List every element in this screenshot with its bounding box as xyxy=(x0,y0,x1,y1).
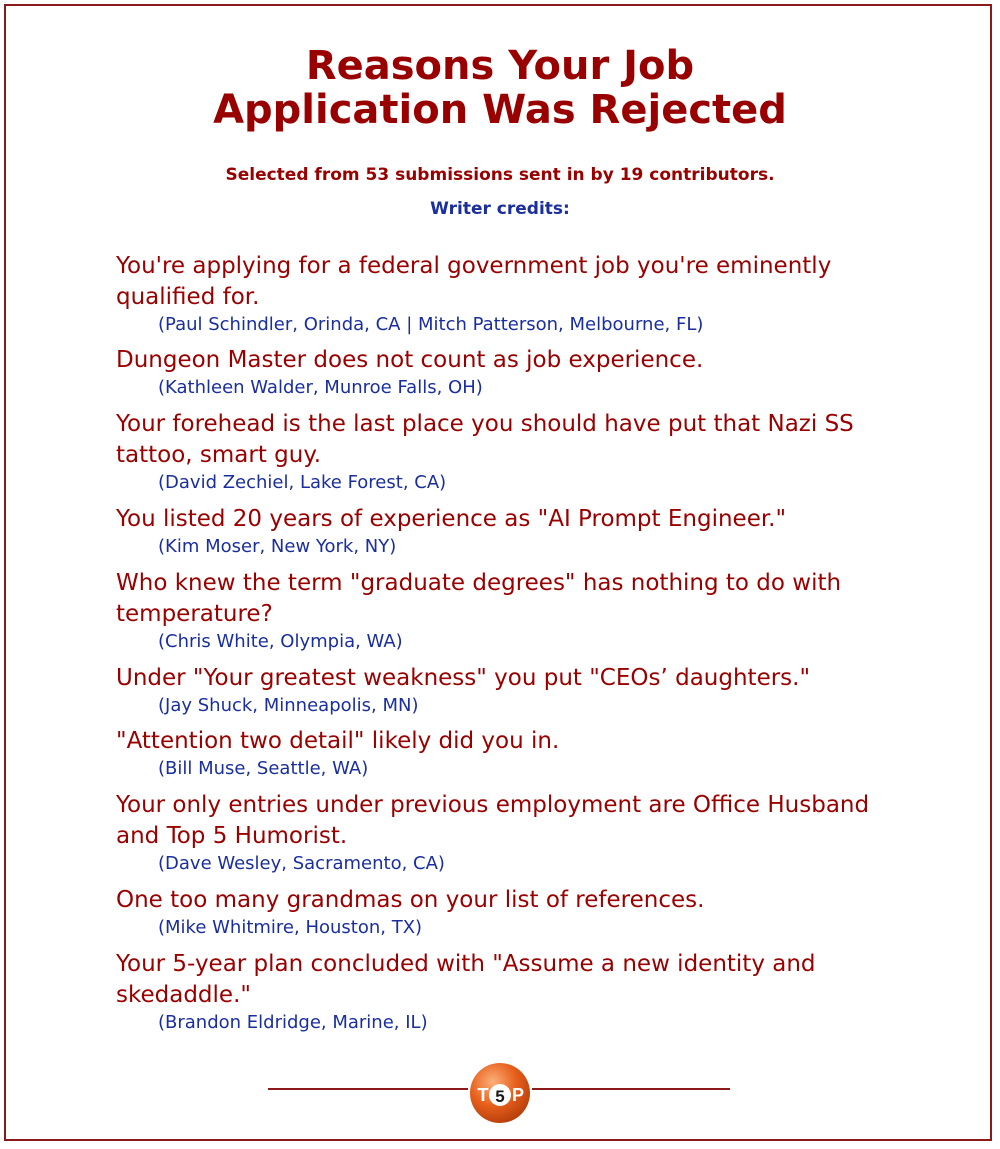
list-item xyxy=(116,504,896,559)
joke-credit: (Bill Muse, Seattle, WA) xyxy=(158,758,369,779)
joke-text: You're applying for a federal government job you're eminently qualified for. xyxy=(116,253,832,310)
joke-credit: (Kathleen Walder, Munroe Falls, OH) xyxy=(158,377,483,398)
list-item xyxy=(116,885,896,940)
joke-text: You listed 20 years of experience as "AI Prompt Engineer." xyxy=(116,506,787,532)
joke-text: Dungeon Master does not count as job experience. xyxy=(116,347,704,373)
top5-logo-icon xyxy=(468,1061,532,1125)
title-line-1: Reasons Your Job xyxy=(305,43,695,89)
joke-credit: (David Zechiel, Lake Forest, CA) xyxy=(158,472,447,493)
joke-text: Who knew the term "graduate degrees" has nothing to do with temperature? xyxy=(116,570,842,627)
joke-text: Under "Your greatest weakness" you put "CEOs’ daughters." xyxy=(116,665,811,691)
submission-summary: Selected from 53 submissions sent in by 19 contributors. xyxy=(225,165,775,185)
list-item xyxy=(116,663,896,718)
list-item xyxy=(116,949,896,1035)
list-item xyxy=(116,251,896,337)
joke-credit: (Mike Whitmire, Houston, TX) xyxy=(158,917,423,938)
joke-text: Your forehead is the last place you should have put that Nazi SS tattoo, smart guy. xyxy=(116,411,854,468)
joke-credit: (Dave Wesley, Sacramento, CA) xyxy=(158,853,445,874)
joke-credit: (Brandon Eldridge, Marine, IL) xyxy=(158,1012,428,1033)
joke-credit: (Jay Shuck, Minneapolis, MN) xyxy=(158,695,419,716)
joke-text: Your 5-year plan concluded with "Assume a new identity and skedaddle." xyxy=(116,951,816,1008)
list-item xyxy=(116,345,896,400)
footer-divider-left xyxy=(268,1088,468,1090)
joke-credit: (Chris White, Olympia, WA) xyxy=(158,631,403,652)
list-item xyxy=(116,568,896,654)
list-item xyxy=(116,790,896,876)
title-line-2: Application Was Rejected xyxy=(213,87,787,133)
list-item xyxy=(116,409,896,495)
joke-text: One too many grandmas on your list of references. xyxy=(116,887,705,913)
list-item xyxy=(116,726,896,781)
joke-credit: (Kim Moser, New York, NY) xyxy=(158,536,397,557)
footer-divider-right xyxy=(532,1088,730,1090)
logo-letter-t: T xyxy=(477,1085,489,1105)
logo-letter-p: P xyxy=(511,1085,525,1105)
logo-number: 5 xyxy=(495,1087,505,1106)
joke-text: Your only entries under previous employment are Office Husband and Top 5 Humorist. xyxy=(116,792,870,849)
writer-credits-label: Writer credits: xyxy=(430,199,570,219)
joke-text: "Attention two detail" likely did you in. xyxy=(116,728,560,754)
joke-credit: (Paul Schindler, Orinda, CA | Mitch Patterson, Melbourne, FL) xyxy=(158,314,704,335)
page-title xyxy=(0,44,1000,132)
